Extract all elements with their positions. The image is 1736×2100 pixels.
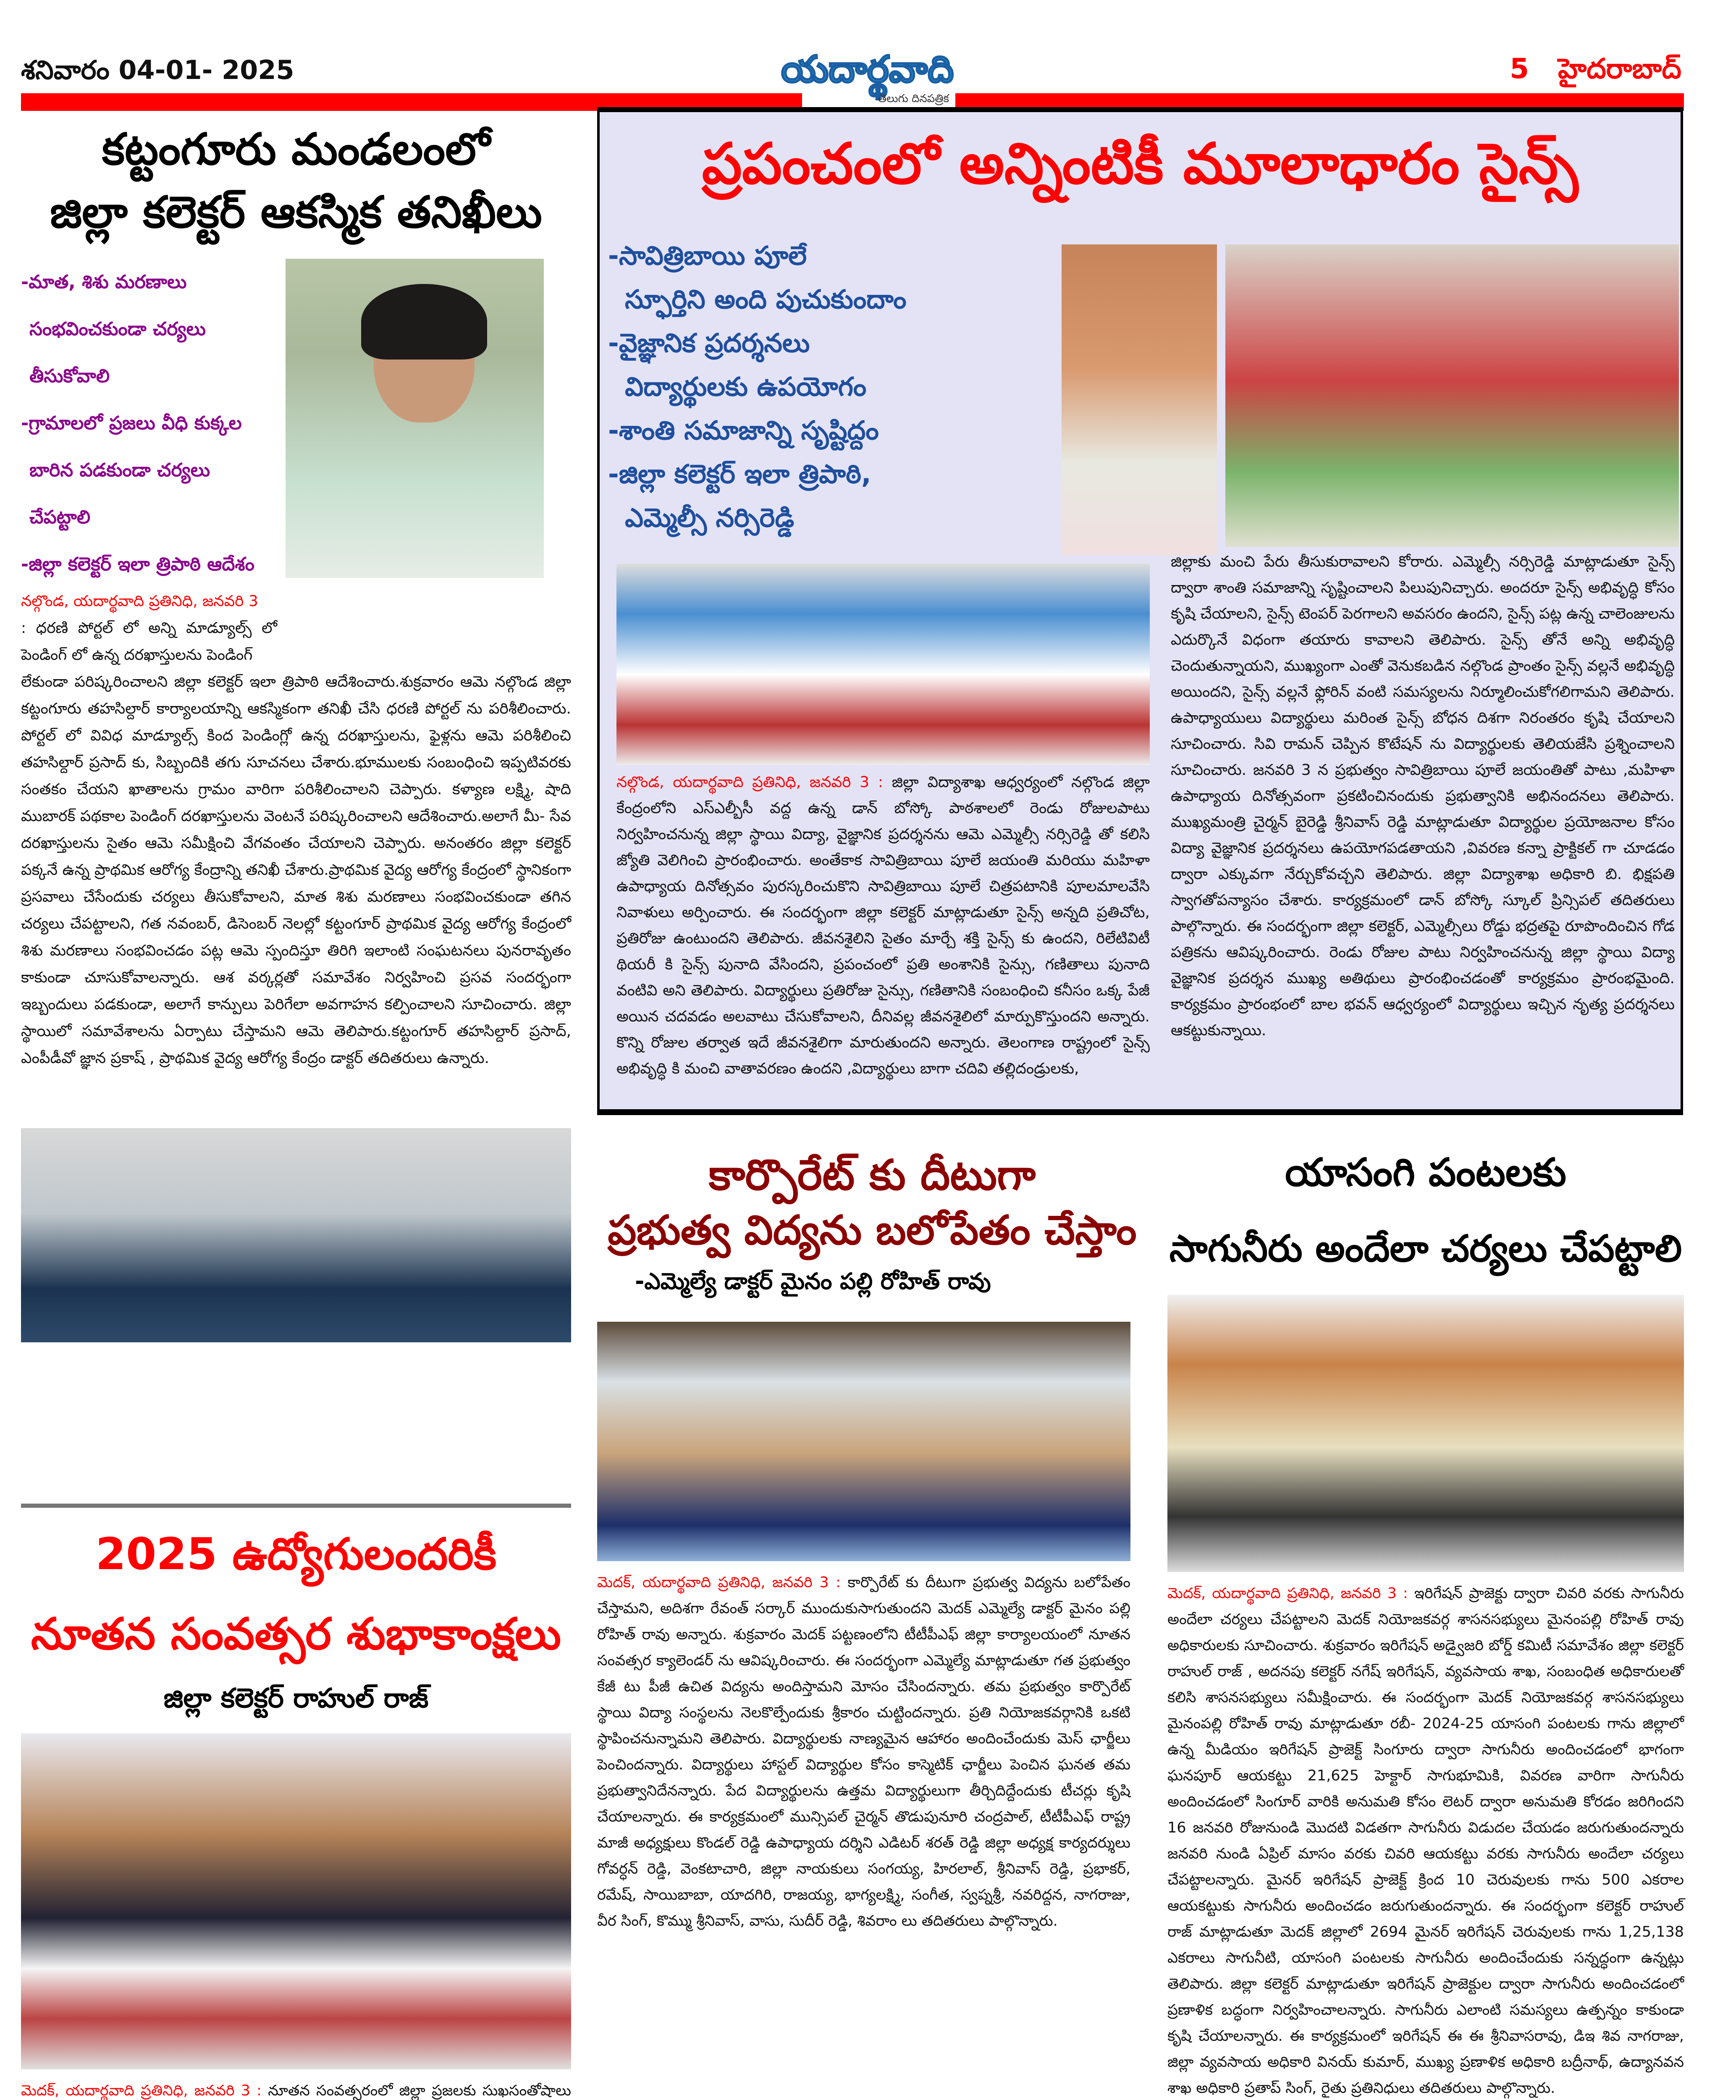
science-bullet: ఎమ్మెల్సీ నర్సిరెడ్డి <box>625 502 795 533</box>
irrigation-headline-2: సాగునీరు అందేలా చర్యలు చేపట్టాలి <box>1169 1227 1682 1270</box>
corporate-byline: -ఎమ్మెల్యే డాక్టర్ మైనం పల్లి రోహిత్ రావు <box>635 1268 991 1294</box>
science-bullet: -శాంతి సమాజాన్ని సృష్టిద్దం <box>608 415 879 446</box>
irrigation-article <box>1167 1147 1684 2100</box>
masthead-logo <box>781 46 954 109</box>
dance-performance-photo <box>1225 244 1679 547</box>
logo-tagline: తెలుగు దినపత్రిక <box>878 92 949 105</box>
left-body: లేకుండా పరిష్కరించాలని జిల్లా కలెక్టర్ ఇలా త్రిపాఠి ఆదేశించారు.శుక్రవారం ఆమె నల్గొండ జిల్లా కట్టంగూరు తహసిల్దార్ కార్యాలయాన్ని ఆకస్మికంగా తనిఖీ చేసి ధరణి పోర్టల్ ను పరిశీలించారు. పోర్టల్ లో వివిధ మాడ్యూల్స్ కింద పెండింగ్లో ఉన్న దరఖాస్తులను, ఫైళ్లను ఆమె పరిశీలించి తహసిల్దార్ ప్రసాద్ కు, సిబ్బందికి తగు సూచనలు చేశారు.భూములకు సంబంధించి ఇప్పటివరకు సంతకం చేయని ఖాతాలను గ్రామం వారిగా పరిశీలించాలని చెప్పారు. కళ్యాణ లక్ష్మి, షాది ముబారక్ పథకాల పెండింగ్ దరఖాస్తులను వెంటనే పరిష్కరించాలని ఆదేశించారు.అలాగే మీ- సేవ దరఖాస్తులను సైతం ఆమె సమీక్షించి వేగవంతం చేయాలని చెప్పారు. అనంతరం జిల్లా కలెక్టర్ పక్కనే ఉన్న ప్రాథమిక ఆరోగ్య కేంద్రాన్ని తనిఖీ చేశారు.ప్రాథమిక వైద్య ఆరోగ్య కేంద్రంలో స్థానికంగా ప్రసవాలు చేసేందుకు చర్యలు తీసుకోవాలని, మాత శిశు మరణాలు సంభవించకుండా తగిన చర్యలు చేపట్టాలని, గత నవంబర్, డిసెంబర్ నెలల్లో కట్టంగూర్ ప్రాథమిక వైద్య ఆరోగ్య కేంద్రంలో శిశు మరణాలు సంభవించడం పట్ల ఆమె స్పందిస్తూ తిరిగి ఇలాంటి సంఘటనలు పునరావృతం కాకుండా చూసుకోవాలన్నారు. ఆశ వర్కర్లతో సమావేశం నిర్వహించి ప్రసవ సందర్భంగా ఇబ్బందులు పడకుండా, అలాగే కాన్పులు పెరిగేలా అవగాహన కల్పించాలని సూచించారు. జిల్లా స్థాయిలో సమావేశాలను ఏర్పాటు చేస్తామని ఆమె తెలిపారు.కట్టంగూర్ తహసిల్దార్ ప్రసాద్, ఎంపీడీవో జ్ఞాన ప్రకాష్ , ప్రాథమిక వైద్య ఆరోగ్య కేంద్రం డాక్టర్ తదితరులు ఉన్నారు. <box>21 673 571 1067</box>
left-bullet: బారిన పడకుండా చర్యలు చేపట్టాలి <box>29 459 210 528</box>
corporate-headline-1: కార్పొరేట్ కు దీటుగా <box>708 1150 1036 1200</box>
irrigation-meeting-photo <box>1167 1295 1684 1572</box>
collector-photo <box>286 259 544 578</box>
corporate-body: మెదక్, యదార్థవాది ప్రతినిధి, జనవరి 3 : కార్పొరేట్ కు దీటుగా ప్రభుత్వ విద్యను బలోపేతం చేస్తామని, అదిశగా రేవంత్ సర్కార్ ముందుకుసాగుతుందని మెదక్ ఎమ్మెల్యే డాక్టర్ మైనం పల్లి రోహిత్ రావు అన్నారు. శుక్రవారం మెదక్ పట్టణంలోని టీటీపీఎఫ్ జిల్లా కార్యాలయంలో నూతన సంవత్సర క్యాలెండర్ ను ఆవిష్కరించారు. ఈ సందర్భంగా ఎమ్మెల్యే మాట్లాడుతూ గత ప్రభుత్వం కేజీ టు పీజీ ఉచిత విద్యను అందిస్తామని మోసం చేసిందన్నారు. తమ ప్రభుత్వం కార్పొరేట్ స్థాయి విద్యా సంస్థలను నెలకొల్పేందుకు శ్రీకారం చుట్టిందన్నారు. ప్రతి నియోజకవర్గానికి ఒకటి స్థాపించనున్నామని తెలిపారు. విద్యార్థులకు నాణ్యమైన ఆహారం అందించేందుకు మెస్ ఛార్జీలు పెంచిందన్నారు. విద్యార్థులు హాస్టల్ విద్యార్థుల కోసం కాస్మెటిక్ ఛార్జీలు పెంచిన ఘనత తమ ప్రభుత్వానిదేనన్నారు. పేద విద్యార్థులను ఉత్తమ విద్యార్థులుగా తీర్చిదిద్దేందుకు టీచర్లు కృషి చేయాలన్నారు. ఈ కార్యక్రమంలో మున్సిపల్ చైర్మన్ తొడుపునూరి చంద్రపాల్, టీటీపీఎఫ్ రాష్ట్ర మాజీ అధ్యక్షులు కొండల్ రెడ్డి ఉపాధ్యాయ దర్శిని ఎడిటర్ శరత్ రెడ్డి జిల్లా అధ్యక్ష కార్యదర్శులు గోవర్ధన్ రెడ్డి, వెంకటాచారి, జిల్లా నాయకులు సంగయ్య, హిరలాల్, శ్రీనివాస్ రెడ్డి, ప్రభాకర్, రమేష్, సాయిబాబా, యాదగిరి, రాజయ్య, భాగ్యలక్ష్మి, సంగీత, స్వప్నశ్రీ, నవరిద్దన, నాగరాజు, వీర సింగ్, కొమ్ము శ్రీనివాస్, వాసు, సుదీర్ రెడ్డి, శివరాం లు తదితరులు పాల్గొన్నారు. <box>597 1574 1130 1930</box>
science-headline: ప్రపంచంలో అన్నింటికీ మూలాధారం సైన్స్ <box>702 131 1579 197</box>
page-info <box>1510 52 1681 92</box>
irrigation-headline-1: యాసంగి పంటలకు <box>1285 1150 1567 1195</box>
left-bullet: -గ్రామాలలో ప్రజలు వీధి కుక్కల <box>21 412 242 434</box>
corporate-article <box>597 1147 1147 1934</box>
dignitaries-stage-photo <box>616 564 1150 765</box>
left-headline-1: కట్టంగూరు మండలంలో <box>102 123 490 175</box>
science-bullet: -సావిత్రిబాయి పూలే <box>608 240 807 271</box>
edition-name: హైదరాబాద్ <box>1558 52 1681 85</box>
left-bullet: -జిల్లా కలెక్టర్ ఇలా త్రిపాఠి ఆదేశం <box>21 553 254 575</box>
science-bullet: -వైజ్ఞానిక ప్రదర్శనలు <box>608 328 810 358</box>
left-body-lead: : ధరణి పోర్టల్ లో అన్ని మాడ్యూల్స్ లో పెండింగ్ లో ఉన్న దరఖాస్తులను పెండింగ్ <box>21 619 277 664</box>
irrigation-body: మెదక్, యదార్థవాది ప్రతినిధి, జనవరి 3 : ఇరిగేషన్ ప్రాజెక్టు ద్వారా చివరి వరకు సాగునీరు అందేలా చర్యలు చేపట్టాలని మెదక్ నియోజకవర్గ శాసనసభ్యులు మైనంపల్లి రోహిత్ రావు అధికారులకు సూచించారు. శుక్రవారం ఇరిగేషన్ అడ్వైజరి బోర్డ్ కమిటీ సమావేశం జిల్లా కలెక్టర్ రాహుల్ రాజ్ , అదనపు కలెక్టర్ నగేష్ ఇరిగేషన్, వ్యవసాయ శాఖ, సంబంధిత అధికారులతో కలిసి శాసనసభ్యులు సమీక్షించారు. ఈ సందర్భంగా మెదక్ నియోజకవర్గ శాసనసభ్యులు మైనంపల్లి రోహిత్ రావు మాట్లాడుతూ రబీ- 2024-25 యాసంగి పంటలకు గాను జిల్లాలో ఉన్న మీడియం ఇరిగేషన్ ప్రాజెక్ట్ సింగూరు ద్వారా సాగునీరు అందించడంలో భాగంగా ఘనపూర్ ఆయకట్టు 21,625 హెక్టార్ సాగుభూమికి, వివరణ వారిగా సాగునీరు అందించడంలో సింగూర్ వారికి అనుమతి కోసం లెటర్ ద్వారా అనుమతి కోరడం జరిగిందని 16 జనవరి రోజునుండి మొదటి విడతగా సాగునీరు విడుదల చేయడం జరుగుతుందన్నారు జనవరి నుండి ఏప్రిల్ మాసం వరకు చివరి ఆయకట్టు వరకు సాగునీరు అందేలా చర్యలు చేపట్టాలన్నారు. మైనర్ ఇరిగేషన్ ప్రాజెక్ట్ క్రింద 10 చెరువులకు గాను 500 ఎకరాల ఆయకట్టుకు సాగునీరు అందించడం జరుగుతుందన్నారు. ఈ సందర్భంగా కలెక్టర్ రాహుల్ రాజ్ మాట్లాడుతూ మెదక్ జిల్లాలో 2694 మైనర్ ఇరిగేషన్ చెరువులకు గాను 1,25,138 ఎకరాలు సాగునీటి, యాసంగి పంటలకు సాగునీరు అందించేందుకు సన్నద్ధంగా ఉన్నట్లు తెలిపారు. జిల్లా కలెక్టర్ మాట్లాడుతూ ఇరిగేషన్ ప్రాజెక్టుల ద్వారా సాగునీరు అందించడంలో ప్రణాళిక బద్ధంగా నిర్వహించాలన్నారు. సాగునీరు ఎలాంటి సమస్యలు ఉత్పన్నం కాకుండా కృషి చేయాలన్నారు. ఈ కార్యక్రమంలో ఇరిగేషన్ ఈ ఈ శ్రీనివాసరావు, డిఇ శివ నాగరాజు, జిల్లా వ్యవసాయ అధికారి వినయ్ కుమార్, ముఖ్య ప్రణాళిక అధికారి బద్రీనాథ్, ఉద్యానవన శాఖ అధికారి ప్రతాప్ సింగ్, రైతు ప్రతినిధులు తదితరులు పాల్గొన్నారు. <box>1167 1585 1684 2097</box>
inspection-photo <box>21 1128 571 1342</box>
newyear-article <box>21 1516 571 2100</box>
science-bullet: విద్యార్థులకు ఉపయోగం <box>625 371 867 402</box>
header-date: శనివారం 04-01- 2025 <box>21 55 294 85</box>
newyear-byline: జిల్లా కలెక్టర్ రాహుల్ రాజ్ <box>163 1683 429 1714</box>
newyear-greeting-photo <box>21 1733 571 2069</box>
corporate-headline-2: ప్రభుత్వ విద్యను బలోపేతం చేస్తాం <box>608 1207 1137 1254</box>
left-dateline: నల్గొండ, యదార్థవాది ప్రతినిధి, జనవరి 3 <box>21 592 258 610</box>
left-headline-2: జిల్లా కలెక్టర్ ఆకస్మిక తనిఖీలు <box>50 186 542 238</box>
science-bullet: -జిల్లా కలెక్టర్ ఇలా త్రిపాఠి, <box>608 459 871 489</box>
page-number: 5 <box>1510 52 1529 85</box>
logo-text: యదార్థవాది <box>781 47 954 91</box>
newyear-body: మెదక్, యదార్థవాది ప్రతినిధి, జనవరి 3 : నూతన సంవత్సరంలో జిల్లా ప్రజలకు సుఖసంతోషాలు <box>21 2082 571 2100</box>
science-body-col1: నల్గొండ, యదార్థవాది ప్రతినిధి, జనవరి 3 : జిల్లా విద్యాశాఖ ఆధ్వర్యంలో నల్గొండ జిల్లా కేంద్రంలోని ఎస్ఎల్బీసీ వద్ద ఉన్న డాన్ బోస్కో పాఠశాలలో రెండు రోజులపాటు నిర్వహించనున్న జిల్లా స్థాయి విద్యా, వైజ్ఞానిక ప్రదర్శనను ఆమె ఎమ్మెల్సీ నర్సిరెడ్డి తో కలిసి జ్యోతి వెలిగించి ప్రారంభించారు. అంతేకాక సావిత్రిబాయి పూలే జయంతి మరియు మహిళా ఉపాధ్యాయ దినోత్సవం పురస్కరించుకొని సావిత్రిబాయి పూలే చిత్రపటానికి పూలమాలవేసి నివాళులు అర్పించారు. ఈ సందర్భంగా జిల్లా కలెక్టర్ మాట్లాడుతూ సైన్స్ అన్నది ప్రతిచోట, ప్రతిరోజు ఉంటుందని తెలిపారు. జీవనశైలిని సైతం మార్చే శక్తి సైన్స్ కు ఉందని, రిలేటివిటీ థియరీ కి సైన్స్ పునాది వేసిందని, ప్రపంచంలో ప్రతి అంశానికి సైన్సు, గణితాలు పునాది వంటివి అని తెలిపారు. విద్యార్థులు ప్రతిరోజు సైన్సు, గణితానికి సంబంధించి కనీసం ఒక్క పేజీ అయిన చదవడం అలవాటు చేసుకోవాలని, దీనివల్ల జీవనశైలిలో మార్పుకొస్తుందని అన్నారు. కొన్ని రోజుల తర్వాత ఇదే జీవనశైలిగా మారుతుందని అన్నారు. తెలంగాణ రాష్ట్రంలో సైన్స్ అభివృద్ధి కి మంచి వాతావరణం ఉందని ,విద్యార్థులు బాగా చదివి తల్లిదండ్రులకు, <box>616 774 1150 1077</box>
left-bullet: సంభవించకుండా చర్యలు తీసుకోవాలి <box>29 318 206 387</box>
collector-speech-photo-inner <box>1062 244 1217 555</box>
calendar-launch-photo <box>597 1322 1130 1561</box>
science-article-box <box>597 107 1683 1115</box>
section-divider-left <box>21 1504 571 1508</box>
left-bullet: -మాత, శిశు మరణాలు <box>21 271 187 293</box>
newyear-headline-1: 2025 ఉద్యోగులందరికీ <box>95 1528 497 1580</box>
left-article <box>21 113 571 1342</box>
science-bullet: స్ఫూర్తిని అంది పుచుకుందాం <box>625 284 907 315</box>
newyear-headline-2: నూతన సంవత్సర శుభాకాంక్షలు <box>31 1608 561 1660</box>
science-body-col2: జిల్లాకు మంచి పేరు తీసుకురావాలని కోరారు. ఎమ్మెల్సీ నర్సిరెడ్డి మాట్లాడుతూ సైన్స్ ద్వారా శాంతి సమాజాన్ని సృష్టించాలని పిలుపునిచ్చారు. అందరూ సైన్స్ అభివృద్ధి కోసం కృషి చేయాలని, సైన్స్ టెంపర్ పెరగాలని అవసరం ఉందని, సైన్స్ పట్ల ఉన్న చాలెంజులను ఎదుర్కొనే విధంగా తయారు కావాలని తెలిపారు. సైన్స్ తోనే అన్ని అభివృద్ధి చెందుతున్నాయని, ముఖ్యంగా ఎంతో వెనుకబడిన నల్గొండ ప్రాంతం సైన్స్ వల్లనే అభివృద్ధి అయిందని, సైన్స్ వల్లనే ఫ్లోరిన్ వంటి సమస్యలను నిర్మూలించుకోగలిగామని తెలిపారు. ఉపాధ్యాయులు విద్యార్థులు మరింత సైన్స్ బోధన దిశగా నిరంతరం కృషి చేయాలని సూచించారు. సివి రామన్ చెప్పిన కొటేషన్ ను విద్యార్థులకు తెలియజేసి ప్రశ్నించాలని సూచించారు. జనవరి 3 న ప్రభుత్వం సావిత్రిబాయి పూలే జయంతితో పాటు ,మహిళా ఉపాధ్యాయ దినోత్సవంగా ప్రకటించినందుకు ప్రభుత్వానికి అభినందనలు తెలిపారు. ముఖ్యమంత్రి చైర్మన్ బైరెడ్డి శ్రీనివాస్ రెడ్డి మాట్లాడుతూ విద్యార్థుల ప్రయోజనాల కోసం విద్యా వైజ్ఞానిక ప్రదర్శనలు ఉపయోగపడతాయని ,వివరణ కన్నా ప్రాక్టికల్ గా చూడడం ద్వారా ఎక్కువగా నేర్చుకోవచ్చని తెలిపారు. జిల్లా విద్యాశాఖ అధికారి బి. భిక్షపతి స్వాగతోపన్యాసం చేశారు. కార్యక్రమంలో డాన్ బోస్కో స్కూల్ ప్రిన్సిపల్ తదితరులు పాల్గొన్నారు. ఈ సందర్భంగా జిల్లా కలెక్టర్, ఎమ్మెల్సీలు రోడ్డు భద్రతపై రూపొందించిన గోడ పత్రికను ఆవిష్కరించారు. రెండు రోజుల పాటు నిర్వహించనున్న జిల్లా స్థాయి విద్యా వైజ్ఞానిక ప్రదర్శన ముఖ్య అతిథులు ప్రారంభించడంతో కార్యక్రమం ప్రారంభమైంది. కార్యక్రమం ప్రారంభంలో బాల భవన్ ఆధ్వర్యంలో విద్యార్థులు ఇచ్చిన నృత్య ప్రదర్శనలు ఆకట్టుకున్నాయి. <box>1171 553 1675 1039</box>
